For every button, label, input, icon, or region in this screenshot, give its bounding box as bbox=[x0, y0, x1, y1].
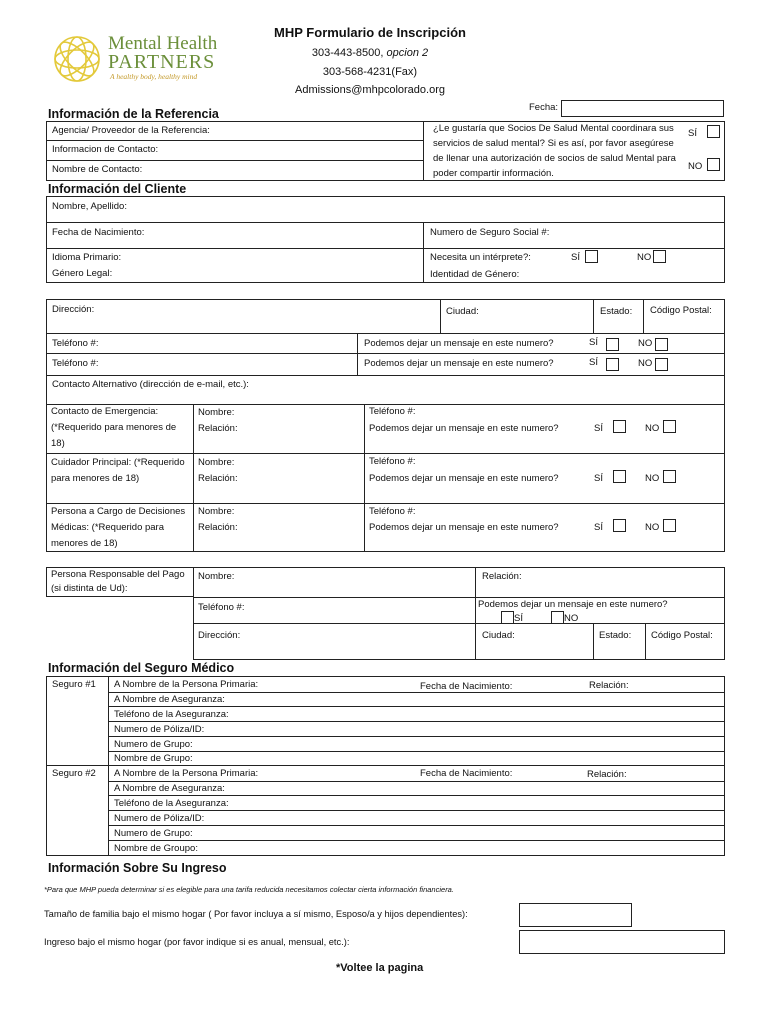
family-size-label: Tamaño de familia bajo el mismo hogar ( Por favor incluya a sí mismo, Esposo/a y hijos dependientes): bbox=[44, 909, 468, 919]
emergency-yes-checkbox[interactable] bbox=[613, 420, 626, 433]
insurance2-field: Nombre de Groupo: bbox=[114, 843, 198, 854]
emergency-yes-label: SÍ bbox=[594, 423, 603, 434]
payer-yes-label: SÍ bbox=[514, 613, 523, 624]
medical-no-checkbox[interactable] bbox=[663, 519, 676, 532]
payer-no-label: NO bbox=[564, 613, 579, 624]
agency-label: Agencia/ Proveedor de la Referencia: bbox=[52, 125, 210, 136]
insurance2-label: Seguro #2 bbox=[52, 768, 96, 779]
referral-no-label: NO bbox=[688, 161, 703, 172]
emergency-name-label: Nombre: bbox=[198, 407, 235, 418]
insurance2-field: A Nombre de Aseguranza: bbox=[114, 783, 225, 794]
payer-no-checkbox[interactable] bbox=[551, 611, 564, 624]
medical-message-question: Podemos dejar un mensaje en este numero? bbox=[369, 522, 559, 533]
emergency-message-question: Podemos dejar un mensaje en este numero? bbox=[369, 423, 559, 434]
caregiver-relation-label: Relación: bbox=[198, 473, 238, 484]
insurance2-relation-label: Relación: bbox=[587, 769, 627, 780]
medical-phone-label: Teléfono #: bbox=[369, 506, 416, 517]
coordinate-question: ¿Le gustaría que Socios De Salud Mental coordinara sus servicios de salud mental? Si es así, por favor asegúrese de llenar una autorización de socios de salud Mental para poder compartir información. bbox=[433, 123, 676, 179]
phone2-no-label: NO bbox=[638, 358, 653, 369]
referral-yes-label: SÍ bbox=[688, 128, 697, 139]
payer-zip-label: Código Postal: bbox=[651, 630, 713, 641]
payer-yes-checkbox[interactable] bbox=[501, 611, 514, 624]
email-line: Admissions@mhpcolorado.org bbox=[295, 84, 445, 96]
interpreter-yes-label: SÍ bbox=[571, 252, 580, 263]
medical-relation-label: Relación: bbox=[198, 522, 238, 533]
contact-name-label: Nombre de Contacto: bbox=[52, 164, 143, 175]
payer-label: Persona Responsable del Pago (si distinta de Ud): bbox=[51, 569, 185, 594]
agency-input[interactable] bbox=[230, 122, 420, 139]
interpreter-no-label: NO bbox=[637, 252, 652, 263]
insurance1-field: Teléfono de la Aseguranza: bbox=[114, 709, 229, 720]
insurance1-relation-label: Relación: bbox=[589, 680, 629, 691]
referral-yes-checkbox[interactable] bbox=[707, 125, 720, 138]
caregiver-message-question: Podemos dejar un mensaje en este numero? bbox=[369, 473, 559, 484]
logo-tagline: A healthy body, healthy mind bbox=[110, 72, 198, 81]
medical-name-label: Nombre: bbox=[198, 506, 235, 517]
referral-heading: Información de la Referencia bbox=[48, 107, 219, 121]
payer-phone-label: Teléfono #: bbox=[198, 602, 245, 613]
payer-message-question: Podemos dejar un mensaje en este numero? bbox=[478, 599, 668, 610]
family-size-input[interactable] bbox=[519, 903, 632, 927]
payer-address-label: Dirección: bbox=[198, 630, 241, 641]
caregiver-phone-label: Teléfono #: bbox=[369, 456, 416, 467]
phone1-yes-checkbox[interactable] bbox=[606, 338, 619, 351]
emergency-no-label: NO bbox=[645, 423, 660, 434]
caregiver-yes-label: SÍ bbox=[594, 473, 603, 484]
payer-name-label: Nombre: bbox=[198, 571, 235, 582]
medical-no-label: NO bbox=[645, 522, 660, 533]
insurance1-field: A Nombre de la Persona Primaria: bbox=[114, 679, 259, 690]
phone1-no-label: NO bbox=[638, 338, 653, 349]
insurance1-field: Numero de Póliza/ID: bbox=[114, 724, 205, 735]
referral-no-checkbox[interactable] bbox=[707, 158, 720, 171]
client-language-label: Idioma Primario: bbox=[52, 252, 122, 263]
medical-yes-checkbox[interactable] bbox=[613, 519, 626, 532]
insurance1-field: A Nombre de Aseguranza: bbox=[114, 694, 225, 705]
caregiver-no-checkbox[interactable] bbox=[663, 470, 676, 483]
client-ssn-label: Numero de Seguro Social #: bbox=[430, 227, 550, 238]
interpreter-yes-checkbox[interactable] bbox=[585, 250, 598, 263]
phone1-label: Teléfono #: bbox=[52, 338, 99, 349]
emergency-phone-label: Teléfono #: bbox=[369, 406, 416, 417]
legal-gender-label: Género Legal: bbox=[52, 268, 113, 279]
fax-line: 303-568-4231(Fax) bbox=[322, 66, 418, 78]
state-label: Estado: bbox=[600, 306, 633, 317]
phone-line bbox=[220, 44, 520, 62]
caregiver-name-label: Nombre: bbox=[198, 457, 235, 468]
city-label: Ciudad: bbox=[446, 306, 479, 317]
date-input[interactable] bbox=[561, 100, 724, 117]
emergency-relation-label: Relación: bbox=[198, 423, 238, 434]
income-heading: Información Sobre Su Ingreso bbox=[48, 861, 227, 875]
insurance2-field: Numero de Grupo: bbox=[114, 828, 193, 839]
interpreter-no-checkbox[interactable] bbox=[653, 250, 666, 263]
client-heading: Información del Cliente bbox=[48, 182, 187, 196]
logo-emblem-icon bbox=[52, 34, 102, 84]
primary-caregiver-label: Cuidador Principal: (*Requerido para menores de 18) bbox=[51, 457, 185, 484]
gender-identity-label: Identidad de Género: bbox=[430, 269, 520, 280]
date-label: Fecha: bbox=[529, 102, 559, 113]
phone2-message-question: Podemos dejar un mensaje en este numero? bbox=[364, 358, 554, 369]
client-interpreter-label: Necesita un intérprete?: bbox=[430, 252, 531, 263]
client-name-label: Nombre, Apellido: bbox=[52, 201, 127, 212]
payer-relation-label: Relación: bbox=[482, 571, 522, 582]
insurance2-field: A Nombre de la Persona Primaria: bbox=[114, 768, 259, 779]
phone-number: 303-443-8500, bbox=[311, 47, 384, 59]
contact-info-label: Informacion de Contacto: bbox=[52, 144, 159, 155]
household-income-input[interactable] bbox=[519, 930, 725, 954]
address-label: Dirección: bbox=[52, 304, 95, 315]
emergency-no-checkbox[interactable] bbox=[663, 420, 676, 433]
income-note: *Para que MHP pueda determinar si es elegible para una tarifa reducida necesitamos colectar cierta información financiera. bbox=[44, 885, 454, 894]
insurance-heading: Información del Seguro Médico bbox=[48, 661, 235, 675]
phone1-no-checkbox[interactable] bbox=[655, 338, 668, 351]
zip-label: Código Postal: bbox=[650, 305, 712, 316]
phone2-no-checkbox[interactable] bbox=[655, 358, 668, 371]
phone2-yes-label: SÍ bbox=[589, 357, 598, 368]
alt-contact-label: Contacto Alternativo (dirección de e-mail, etc.): bbox=[52, 379, 249, 390]
emergency-contact-label: Contacto de Emergencia: (*Requerido para menores de 18) bbox=[51, 406, 177, 449]
household-income-label: Ingreso bajo el mismo hogar (por favor indique si es anual, mensual, etc.): bbox=[44, 937, 350, 947]
phone1-message-question: Podemos dejar un mensaje en este numero? bbox=[364, 338, 554, 349]
phone1-yes-label: SÍ bbox=[589, 337, 598, 348]
insurance1-label: Seguro #1 bbox=[52, 679, 96, 690]
payer-state-label: Estado: bbox=[599, 630, 632, 641]
client-dob-label: Fecha de Nacimiento: bbox=[52, 227, 145, 238]
phone-option: opcion 2 bbox=[386, 47, 429, 59]
insurance1-dob-label: Fecha de Nacimiento: bbox=[420, 681, 513, 692]
insurance1-field: Nombre de Grupo: bbox=[114, 753, 193, 764]
medical-yes-label: SÍ bbox=[594, 522, 603, 533]
payer-city-label: Ciudad: bbox=[482, 630, 515, 641]
client-table bbox=[46, 196, 725, 283]
logo-line2: PARTNERS bbox=[108, 51, 216, 73]
logo-line1: Mental Health bbox=[108, 33, 218, 54]
medical-decision-label: Persona a Cargo de Decisiones Médicas: (*Requerido para menores de 18) bbox=[51, 506, 186, 549]
logo bbox=[52, 34, 227, 84]
turn-page-note: *Voltee la pagina bbox=[336, 962, 424, 974]
phone2-yes-checkbox[interactable] bbox=[606, 358, 619, 371]
caregiver-no-label: NO bbox=[645, 473, 660, 484]
phone2-label: Teléfono #: bbox=[52, 358, 99, 369]
insurance2-dob-label: Fecha de Nacimiento: bbox=[420, 768, 513, 779]
insurance1-field: Numero de Grupo: bbox=[114, 739, 193, 750]
insurance2-field: Numero de Póliza/ID: bbox=[114, 813, 205, 824]
form-title: MHP Formulario de Inscripción bbox=[274, 25, 466, 40]
insurance2-field: Teléfono de la Aseguranza: bbox=[114, 798, 229, 809]
caregiver-yes-checkbox[interactable] bbox=[613, 470, 626, 483]
